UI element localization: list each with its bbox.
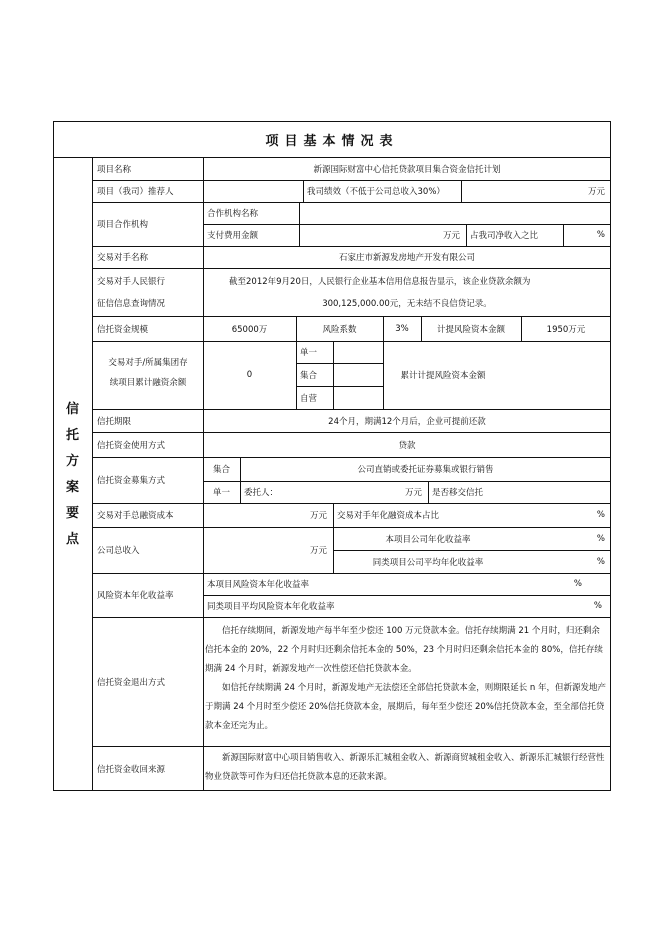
label-exit: 信托资金退出方式	[97, 677, 166, 688]
risk-yield-2-pct: %	[593, 601, 602, 611]
label-cumulative-capital: 累计计提风险资本金额	[400, 371, 486, 381]
label-recommender: 项目（我司）推荐人	[97, 187, 174, 197]
label-balance-2: 续项目累计融资余额	[109, 378, 187, 388]
type-single: 单一	[300, 348, 318, 358]
value-risk: 3%	[395, 323, 409, 334]
credit-line-1: 截至2012年9月20日，人民银行企业基本信用信息报告显示，该企业贷款余额为	[229, 277, 531, 287]
label-financing-ratio: 交易对手年化融资成本占比	[337, 511, 440, 521]
value-counterparty: 石家庄市新源发房地产开发有限公司	[338, 253, 475, 263]
side-char: 点	[65, 531, 79, 547]
label-partner: 项目合作机构	[97, 220, 149, 230]
financing-ratio-pct: %	[596, 510, 605, 520]
source-text	[205, 749, 607, 787]
source-paragraph: 新源国际财富中心项目销售收入、新源乐汇城租金收入、新源商贸城租金收入、新源乐汇城银行经营性物业贷款等可作为归还信托贷款本息的还款来源。	[205, 753, 605, 782]
exit-text	[205, 622, 607, 736]
raising-single: 单一	[212, 488, 230, 498]
exit-paragraph-2: 如信托存续期满 24 个月时，新源发地产无法偿还全部信托贷款本金，则期限延长 n 年，但新源发地产于期满 24 个月时至少偿还 20%信托贷款本金，展期后，每年至少偿还 20%信托贷款本金，至全部信托贷款本金还完为止。	[205, 683, 607, 731]
yield-2-pct: %	[596, 556, 605, 567]
label-income: 公司总收入	[97, 546, 140, 556]
value-scale: 65000万	[231, 324, 268, 335]
type-collective: 集合	[300, 370, 318, 381]
side-char: 托	[65, 427, 79, 443]
value-project-name: 新源国际财富中心信托贷款项目集合资金信托计划	[313, 165, 501, 175]
side-label	[53, 158, 93, 791]
credit-line-2: 300,125,000.00元，无未结不良信贷记录。	[322, 299, 492, 309]
raising-trustor: 委托人：	[244, 488, 279, 498]
performance-unit: 万元	[587, 187, 605, 197]
label-scale: 信托资金规模	[97, 324, 149, 335]
label-source: 信托资金收回来源	[97, 764, 166, 775]
value-balance: 0	[246, 370, 253, 380]
yield-1-pct: %	[596, 533, 605, 544]
share-pct: %	[596, 230, 605, 240]
label-share: 占我司净收入之比	[470, 231, 539, 241]
label-partner-name: 合作机构名称	[207, 209, 259, 219]
exit-paragraph-1: 信托存续期间，新源发地产每半年至少偿还 100 万元贷款本金。信托存续期满 21 个月时，归还剩余信托本金的 20%，22 个月时归还剩余信托本金的 50%，23 个月时归还剩余信托本金的 80%，信托存续期满 24 个月时，新源发地产一次性偿还信托贷款本金。	[205, 626, 603, 674]
label-fee: 支付费用金额	[207, 231, 259, 241]
value-capital: 1950万元	[546, 324, 586, 335]
label-usage: 信托资金使用方式	[97, 440, 166, 451]
label-performance: 我司绩效（不低于公司总收入30%）	[307, 187, 445, 197]
label-capital: 计提风险资本金额	[436, 324, 505, 335]
side-char: 案	[65, 479, 79, 495]
value-term: 24个月，期满12个月后，企业可提前还款	[328, 416, 486, 427]
label-financing-cost: 交易对手总融资成本	[97, 511, 174, 521]
raising-collective: 集合	[212, 465, 230, 475]
type-proprietary: 自营	[300, 393, 318, 404]
label-yield-1: 本项目公司年化收益率	[385, 534, 471, 545]
side-char: 要	[65, 505, 79, 521]
label-raising: 信托资金募集方式	[97, 476, 166, 486]
income-unit: 万元	[309, 546, 327, 556]
raising-trustor-unit: 万元	[404, 488, 422, 498]
value-usage: 贷款	[398, 440, 416, 451]
risk-yield-line-1: 本项目风险资本年化收益率	[207, 580, 310, 590]
raising-collective-value: 公司直销或委托证券募集或银行销售	[357, 465, 494, 475]
label-counterparty: 交易对手名称	[97, 253, 149, 263]
risk-yield-1-pct: %	[573, 579, 582, 589]
label-credit-2: 征信信息查询情况	[97, 299, 166, 309]
label-risk-yield: 风险资本年化收益率	[97, 591, 174, 601]
label-credit-1: 交易对手人民银行	[97, 277, 166, 287]
label-term: 信托期限	[97, 416, 132, 427]
label-balance-1: 交易对手/所属集团存	[108, 358, 188, 368]
label-risk: 风险系数	[322, 324, 357, 335]
financing-cost-unit: 万元	[309, 511, 327, 521]
raising-transfer: 是否移交信托	[432, 488, 484, 498]
side-char: 信	[65, 401, 79, 417]
label-project-name: 项目名称	[97, 165, 132, 175]
risk-yield-line-2: 同类项目平均风险资本年化收益率	[207, 602, 335, 612]
fee-unit: 万元	[442, 231, 460, 241]
page-title: 项目基本情况表	[53, 121, 611, 158]
label-yield-2: 同类项目公司平均年化收益率	[372, 557, 484, 568]
side-char: 方	[65, 453, 79, 469]
